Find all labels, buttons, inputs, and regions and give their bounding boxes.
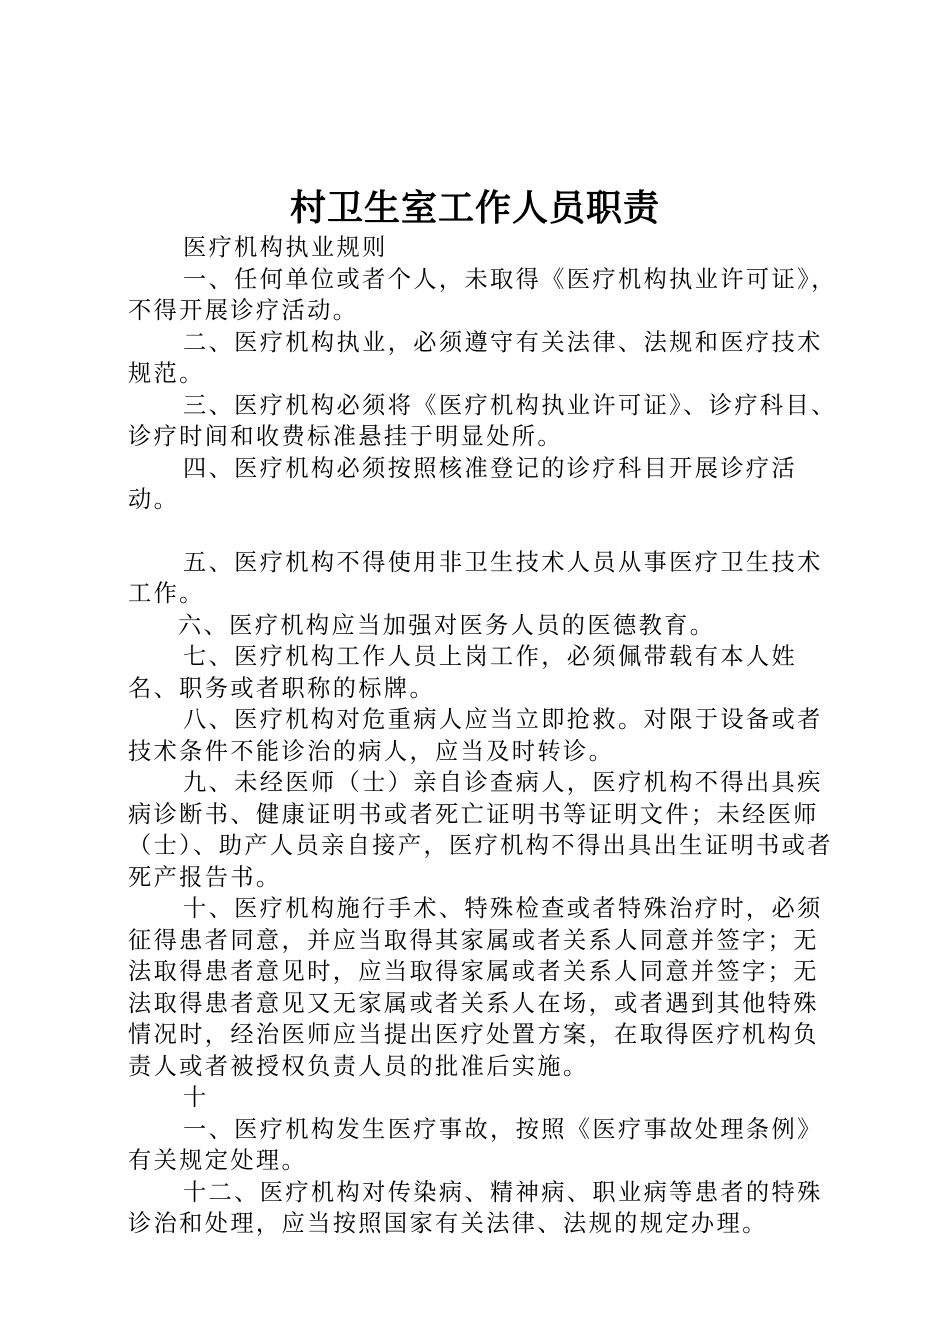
paragraph-rule-2: 二、医疗机构执业，必须遵守有关法律、法规和医疗技术规范。 <box>128 328 823 387</box>
document-body <box>128 232 838 1240</box>
paragraph-rule-3: 三、医疗机构必须将《医疗机构执业许可证》、诊疗科目、诊疗时间和收费标准悬挂于明显处所。 <box>128 391 837 450</box>
paragraph-rule-12: 十二、医疗机构对传染病、精神病、职业病等患者的特殊诊治和处理，应当按照国家有关法律、法规的规定办理。 <box>128 1178 823 1237</box>
paragraph-heading: 医疗机构执业规则 <box>183 234 388 261</box>
document-title: 村卫生室工作人员职责 <box>289 187 660 229</box>
paragraph-rule-10: 十、医疗机构施行手术、特殊检查或者特殊治疗时，必须征得患者同意，并应当取得其家属或者关系人同意并签字；无法取得患者意见时，应当取得家属或者关系人同意并签字；无法取得患者意见又无家属或者关系人在场，或者遇到其他特殊情况时，经治医师应当提出医疗处置方案，在取得医疗机构负责人或者被授权负责人员的批准后实施。 <box>128 895 823 1080</box>
paragraph-rule-1: 一、任何单位或者个人，未取得《医疗机构执业许可证》，不得开展诊疗活动。 <box>128 265 837 324</box>
paragraph-rule-5: 五、医疗机构不得使用非卫生技术人员从事医疗卫生技术工作。 <box>128 548 823 607</box>
paragraph-rule-6: 六、医疗机构应当加强对医务人员的医德教育。 <box>178 611 716 639</box>
paragraph-rule-8: 八、医疗机构对危重病人应当立即抢救。对限于设备或者技术条件不能诊治的病人，应当及时转诊。 <box>128 706 823 765</box>
paragraph-rule-9: 九、未经医师（士）亲自诊查病人，医疗机构不得出具疾病诊断书、健康证明书或者死亡证明书等证明文件；未经医师（士）、助产人员亲自接产，医疗机构不得出具出生证明书或者死产报告书。 <box>128 769 833 891</box>
paragraph-rule-4: 四、医疗机构必须按照核准登记的诊疗科目开展诊疗活动。 <box>128 454 798 513</box>
paragraph-rule-11-prefix: 十 <box>183 1084 209 1111</box>
paragraph-rule-7: 七、医疗机构工作人员上岗工作，必须佩带载有本人姓名、职务或者职称的标牌。 <box>128 643 798 702</box>
paragraph-rule-11: 一、医疗机构发生医疗事故，按照《医疗事故处理条例》有关规定处理。 <box>128 1115 823 1174</box>
